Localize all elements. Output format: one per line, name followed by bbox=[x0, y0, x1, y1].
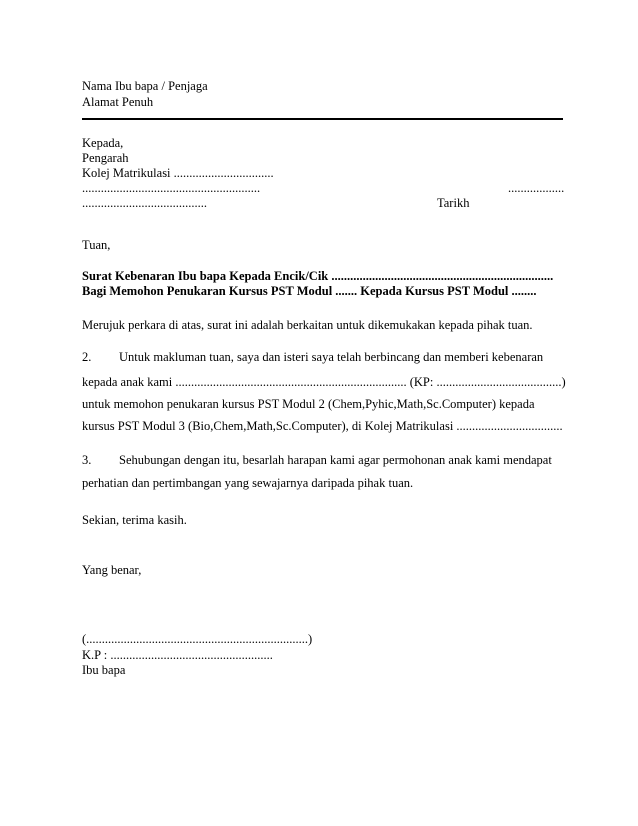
paragraph-3-line-2: perhatian dan pertimbangan yang sewajarnya daripada pihak tuan. bbox=[82, 476, 414, 490]
salutation: Tuan, bbox=[82, 238, 111, 252]
recipient-address-line-2: ........................................ bbox=[82, 196, 207, 210]
paragraph-3-line-1-text: Sehubungan dengan itu, besarlah harapan kami agar permohonan anak kami mendapat bbox=[119, 453, 552, 467]
paragraph-2-line-2: kepada anak kami .......................................................................... (KP: ........................................) bbox=[82, 375, 566, 389]
paragraph-2-line-1 bbox=[82, 350, 543, 365]
signature-role: Ibu bapa bbox=[82, 663, 126, 677]
address-label: Alamat Penuh bbox=[82, 95, 154, 109]
closing-text: Sekian, terima kasih. bbox=[82, 513, 187, 527]
paragraph-2-line-4: kursus PST Modul 3 (Bio,Chem,Math,Sc.Computer), di Kolej Matrikulasi .................................. bbox=[82, 419, 563, 433]
paragraph-3-number: 3. bbox=[82, 453, 92, 467]
subject-line-1: Surat Kebenaran Ibu bapa Kepada Encik/Cik ....................................................................... bbox=[82, 269, 554, 283]
paragraph-3-line-1 bbox=[82, 453, 552, 468]
recipient-address-line-1: ......................................................... bbox=[82, 181, 261, 195]
signature-name-line: (.......................................................................) bbox=[82, 632, 313, 646]
date-label: Tarikh bbox=[437, 196, 470, 210]
recipient-address-right: .................. bbox=[508, 181, 565, 195]
paragraph-2-line-1-text: Untuk makluman tuan, saya dan isteri saya telah berbincang dan memberi kebenaran bbox=[119, 350, 544, 364]
paragraph-2-line-3: untuk memohon penukaran kursus PST Modul 2 (Chem,Pyhic,Math,Sc.Computer) kepada bbox=[82, 397, 535, 411]
parent-name-label: Nama Ibu bapa / Penjaga bbox=[82, 79, 208, 93]
signature-kp-line: K.P : .................................................... bbox=[82, 648, 273, 662]
paragraph-2-number: 2. bbox=[82, 350, 92, 364]
recipient-college: Kolej Matrikulasi ................................ bbox=[82, 166, 274, 180]
subject-line-2: Bagi Memohon Penukaran Kursus PST Modul ....... Kepada Kursus PST Modul ........ bbox=[82, 284, 537, 298]
header-divider bbox=[82, 118, 563, 120]
sign-off: Yang benar, bbox=[82, 563, 142, 577]
reference-paragraph: Merujuk perkara di atas, surat ini adalah berkaitan untuk dikemukakan kepada pihak tuan. bbox=[82, 318, 533, 332]
recipient-to: Kepada, bbox=[82, 136, 124, 150]
recipient-title: Pengarah bbox=[82, 151, 129, 165]
